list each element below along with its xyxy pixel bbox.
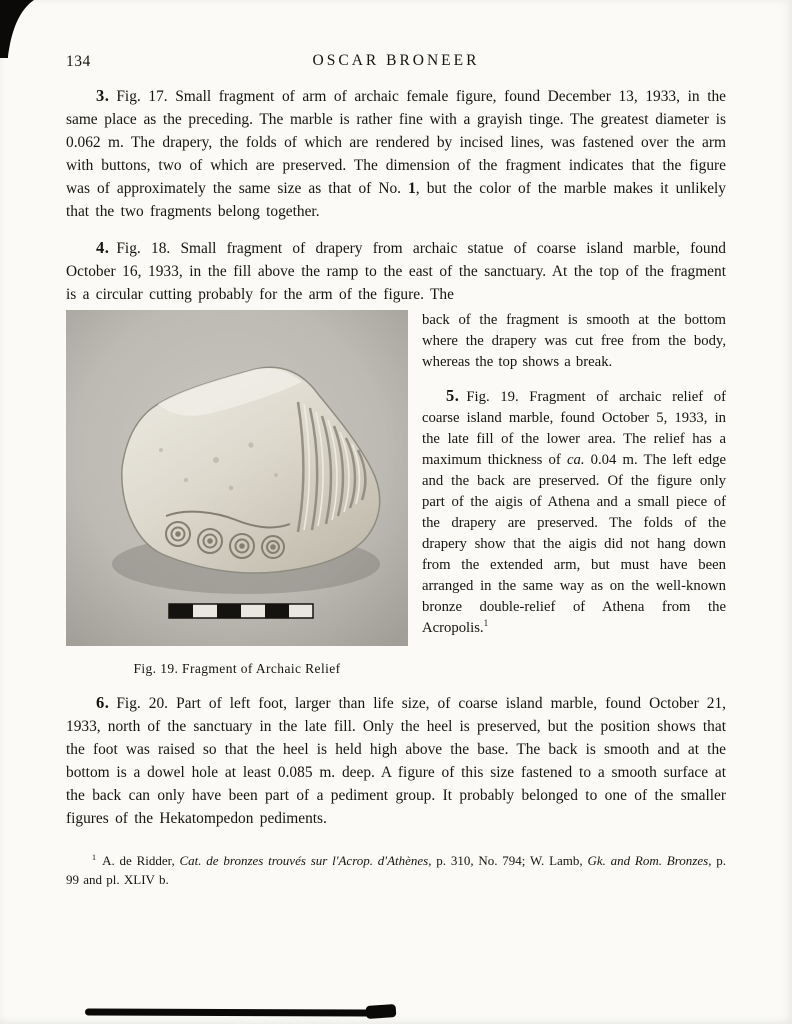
footnote-1-text-end: , p. 99 and pl. XLIV b.: [66, 853, 726, 887]
footnote-1-text-mid: , p. 310, No. 794; W. Lamb,: [428, 853, 588, 868]
paragraph-5: [422, 385, 726, 639]
footnote-1: [66, 852, 726, 889]
paragraph-6-text: Fig. 20. Part of left foot, larger than life size, of coarse island marble, found October 21, 1933, north of the sanctuary in the late fill. Only the heel is preserved, but the position shows that the foot was raised so that the heel is held high above the base. The back is smooth and at the bottom is a dowel hole at least 0.085 m. deep. A figure of this size fastened to a smooth surface at the back can only have been part of a pediment group. It probably belonged to one of the smaller figures of the Hekatompedon pediments.: [66, 695, 726, 827]
figure-19: [66, 310, 408, 677]
footnote-1-citation-title: Cat. de bronzes trouvés sur l'Acrop. d'Athènes: [179, 853, 429, 868]
paragraph-4-continued: [422, 310, 726, 373]
paragraph-5-italic-ca: ca.: [566, 452, 585, 468]
paragraph-6: [66, 691, 726, 830]
paragraph-3-bold-reference: 1: [408, 180, 416, 197]
paragraph-5-text: Fig. 19. Fragment of archaic relief of coarse island marble, found October 5, 1933, in the late fill of the lower area. The relief has a maximum thickness of: [422, 389, 726, 468]
paragraph-4-wrapped-text: back of the fragment is smooth at the bottom where the drapery was cut free from the body, whereas the top shows a break.: [422, 312, 726, 370]
footnote-1-marker: 1: [92, 852, 97, 862]
scan-artifact-bottom-bar: [85, 1009, 369, 1017]
scan-artifact-bottom-blob: [366, 1004, 397, 1019]
paragraph-6-number: 6.: [96, 693, 110, 712]
paragraph-3: [66, 84, 726, 223]
paragraph-3-number: 3.: [96, 86, 110, 105]
wrapped-text-column: [422, 310, 726, 677]
page-number: 134: [66, 53, 91, 70]
figure-19-photo: [66, 310, 408, 646]
running-head-title: OSCAR BRONEER: [312, 52, 480, 69]
paragraph-4-number: 4.: [96, 238, 110, 257]
paragraph-4-lead-text: Fig. 18. Small fragment of drapery from archaic statue of coarse island marble, found October 16, 1933, in the fill above the ramp to the east of the sanctuary. At the top of the fragment is a circular cutting probably for the arm of the figure. The: [66, 240, 726, 303]
footnote-1-text: A. de Ridder,: [98, 853, 180, 868]
marble-fragment-photo: [66, 310, 408, 646]
paragraph-3-text-end: , but the color of the marble makes it unlikely that the two fragments belong together.: [66, 180, 727, 220]
figure-text-row: [66, 310, 726, 677]
scale-bar: [169, 604, 313, 618]
figure-19-caption: Fig. 19. Fragment of Archaic Relief: [133, 661, 341, 676]
paragraph-5-text-end: 0.04 m. The left edge and the back are preserved. Of the figure only part of the aigis of Athena and a small piece of the drapery are preserved. The folds of the drapery show that the aigis did not hang down from the extended arm, but must have been arranged in the same way as on the well-known bronze double-relief of Athena from the Acropolis.: [422, 452, 726, 636]
paragraph-4-lead: [66, 236, 726, 306]
paragraph-3-text: Fig. 17. Small fragment of arm of archaic female figure, found December 13, 1933, in the same place as the preceding. The marble is rather fine with a grayish tinge. The greatest diameter is 0.062 m. The drapery, the folds of which are rendered by incised lines, was fastened over the arm with buttons, two of which are preserved. The dimension of the fragment indicates that the figure was of approximately the same size as that of No.: [66, 88, 726, 197]
footnote-reference-mark: 1: [483, 618, 489, 629]
page-header: [66, 52, 726, 74]
paragraph-5-number: 5.: [446, 386, 460, 405]
footnote-1-citation-title-2: Gk. and Rom. Bronzes: [587, 853, 709, 868]
